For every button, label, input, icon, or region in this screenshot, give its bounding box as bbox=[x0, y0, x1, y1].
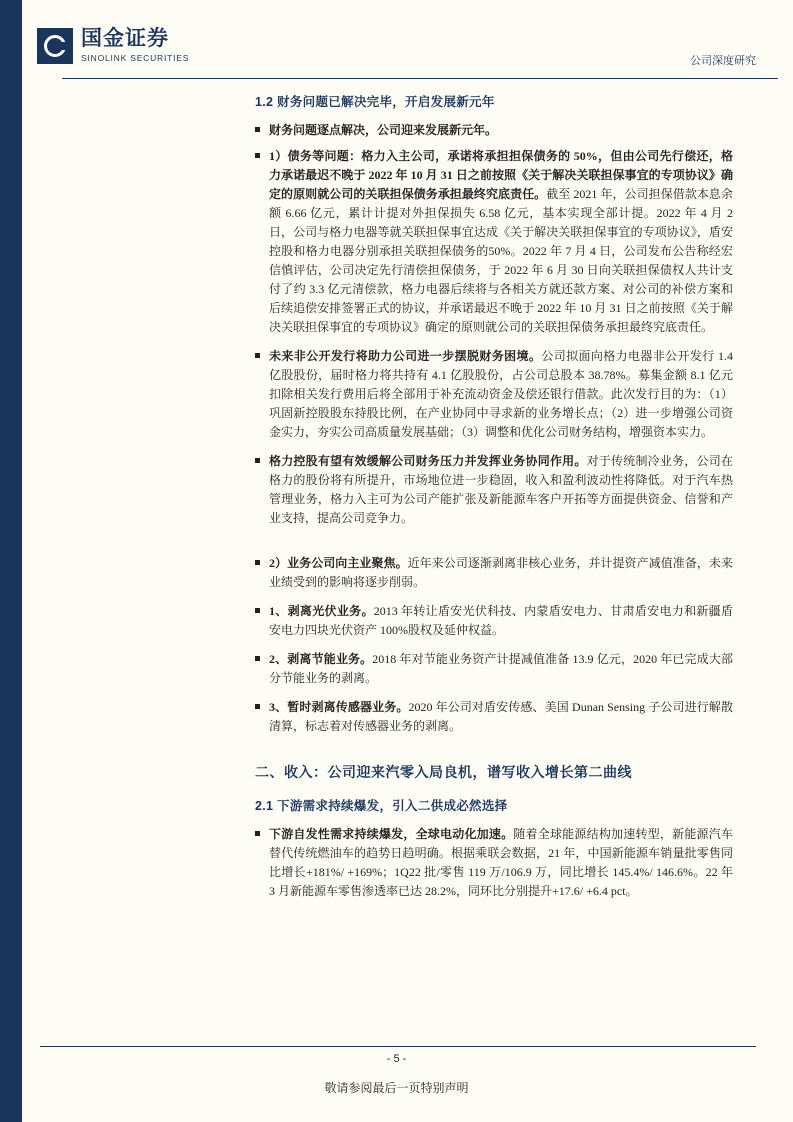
bullet-lead: 2）业务公司向主业聚焦。 bbox=[269, 556, 408, 570]
square-bullet-icon bbox=[255, 353, 260, 358]
square-bullet-icon bbox=[255, 656, 260, 661]
square-bullet-icon bbox=[255, 127, 260, 132]
bullet-text: 近年来公司逐渐剥离非核心业务，并计提资产减值准备，未来业绩受到的影响将逐步削弱。 bbox=[269, 556, 733, 589]
list-item bbox=[255, 554, 733, 592]
list-item bbox=[255, 452, 733, 528]
bullet-lead: 1、剥离光伏业务。 bbox=[269, 604, 374, 618]
section-heading-2: 二、收入：公司迎来汽零入局良机，谱写收入增长第二曲线 bbox=[255, 764, 632, 780]
bullet-text: 2013 年转让盾安光伏科技、内蒙盾安电力、甘肃盾安电力和新疆盾安电力四块光伏资产 100%股权及延仲权益。 bbox=[269, 604, 733, 637]
brand-logo bbox=[37, 28, 189, 64]
left-color-band bbox=[0, 0, 22, 1122]
brand-name-en: SINOLINK SECURITIES bbox=[81, 53, 190, 63]
brand-name-cn: 国金证券 bbox=[81, 27, 169, 50]
section-heading-2-1: 2.1 下游需求持续爆发，引入二供成必然选择 bbox=[255, 799, 508, 813]
page-number: - 5 - bbox=[386, 1053, 407, 1065]
bullet-lead: 1）债务等问题：格力入主公司，承诺将承担担保债务的 50%，但由公司先行偿还，格力承诺最迟不晚于 2022 年 10 月 31 日之前按照《关于解决关联担保事宜的专项协议》确定的原则就公司的关联担保债务承担最终究底责任。 bbox=[269, 149, 733, 201]
bullet-text: 公司拟面向格力电器非公开发行 1.4 亿股股份，届时格力将共持有 4.1 亿股股份，占公司总股本 38.78%。募集金额 8.1 亿元扣除相关发行费用后将全部用于补充流动资金及偿还银行借款。此次发行目的为：（1）巩固新控股股东持股比例，在产业协同中寻求新的业务增长点；（2）进一步增强公司资金实力，夯实公司高质量发展基础；（3）调整和优化公司财务结构，增强资本实力。 bbox=[269, 349, 733, 439]
section-heading-1-2: 1.2 财务问题已解决完毕，开启发展新元年 bbox=[255, 95, 495, 109]
bullet-text: 2020 年公司对盾安传感、美国 Dunan Sensing 子公司进行解散清算，标志着对传感器业务的剥离。 bbox=[269, 700, 733, 733]
list-item bbox=[255, 698, 733, 736]
header-divider bbox=[62, 78, 778, 79]
square-bullet-icon bbox=[255, 560, 260, 565]
page-header bbox=[22, 0, 793, 84]
bullet-text: 对于传统制冷业务，公司在格力的股份将有所提升，市场地位进一步稳固，收入和盈利波动性将降低。对于汽车热管理业务，格力入主可为公司产能扩张及新能源车客户开拓等方面提供资金、信誉和产业支持，提高公司竞争力。 bbox=[269, 454, 733, 525]
square-bullet-icon bbox=[255, 458, 260, 463]
bullet-lead: 未来非公开发行将助力公司进一步摆脱财务困境。 bbox=[269, 349, 542, 363]
bullet-lead: 2、剥离节能业务。 bbox=[269, 652, 373, 666]
list-item bbox=[255, 121, 733, 140]
header-report-type: 公司深度研究 bbox=[690, 55, 756, 67]
list-item bbox=[255, 347, 733, 442]
paragraph-spacer bbox=[255, 538, 733, 554]
document-body bbox=[255, 92, 733, 911]
square-bullet-icon bbox=[255, 704, 260, 709]
bullet-lead: 下游自发性需求持续爆发，全球电动化加速。 bbox=[269, 827, 514, 841]
list-item bbox=[255, 825, 733, 901]
square-bullet-icon bbox=[255, 608, 260, 613]
list-item bbox=[255, 650, 733, 688]
bullet-lead: 3、暂时剥离传感器业务。 bbox=[269, 700, 409, 714]
footer-divider bbox=[40, 1046, 756, 1047]
circle-mark-icon bbox=[37, 28, 73, 64]
bullet-text: 随着全球能源结构加速转型，新能源汽车替代传统燃油车的趋势日趋明确。根据乘联会数据，21 年，中国新能源车销量批零售同比增长+181%/ +169%；1Q22 批/零售 119 万/106.9 万，同比增长 145.4%/ 146.6%。22 年 3 月新能源车零售渗透率已达 28.2%，同环比分别提升+17.6/ +6.4 pct。 bbox=[269, 827, 733, 898]
bullet-lead: 财务问题逐点解决，公司迎来发展新元年。 bbox=[269, 123, 498, 137]
square-bullet-icon bbox=[255, 831, 260, 836]
bullet-text: 2018 年对节能业务资产计提减值准备 13.9 亿元，2020 年已完成大部分节能业务的剥离。 bbox=[269, 652, 733, 685]
square-bullet-icon bbox=[255, 153, 260, 158]
list-item bbox=[255, 147, 733, 337]
bullet-lead: 格力控股有望有效缓解公司财务压力并发挥业务协同作用。 bbox=[269, 454, 587, 468]
footer-disclaimer: 敬请参阅最后一页特别声明 bbox=[324, 1081, 469, 1095]
bullet-text: 截至 2021 年，公司担保借款本息余额 6.66 亿元，累计计提对外担保损失 6.58 亿元，基本实现全部计提。2022 年 4 月 2 日，公司与格力电器等就关联担保事宜达成《关于解决关联担保事宜的专项协议》，盾安控股和格力电器分别承担关联担保债务的50%。2022 年 7 月 4 日，公司发布公告称经宏信慎评估，公司决定先行清偿担保债务，于 2022 年 6 月 30 日向关联担保债权人共计支付了约 3.3 亿元清偿款，格力电器后续将与各相关方就还款方案、对公司的补偿方案和后续追偿安排签署正式的协议，并承诺最迟不晚于 2022 年 10 月 31 日之前按照《关于解决关联担保事宜的专项协议》确定的原则就公司的关联担保债务承担最终究底责任。 bbox=[269, 187, 733, 334]
list-item bbox=[255, 602, 733, 640]
